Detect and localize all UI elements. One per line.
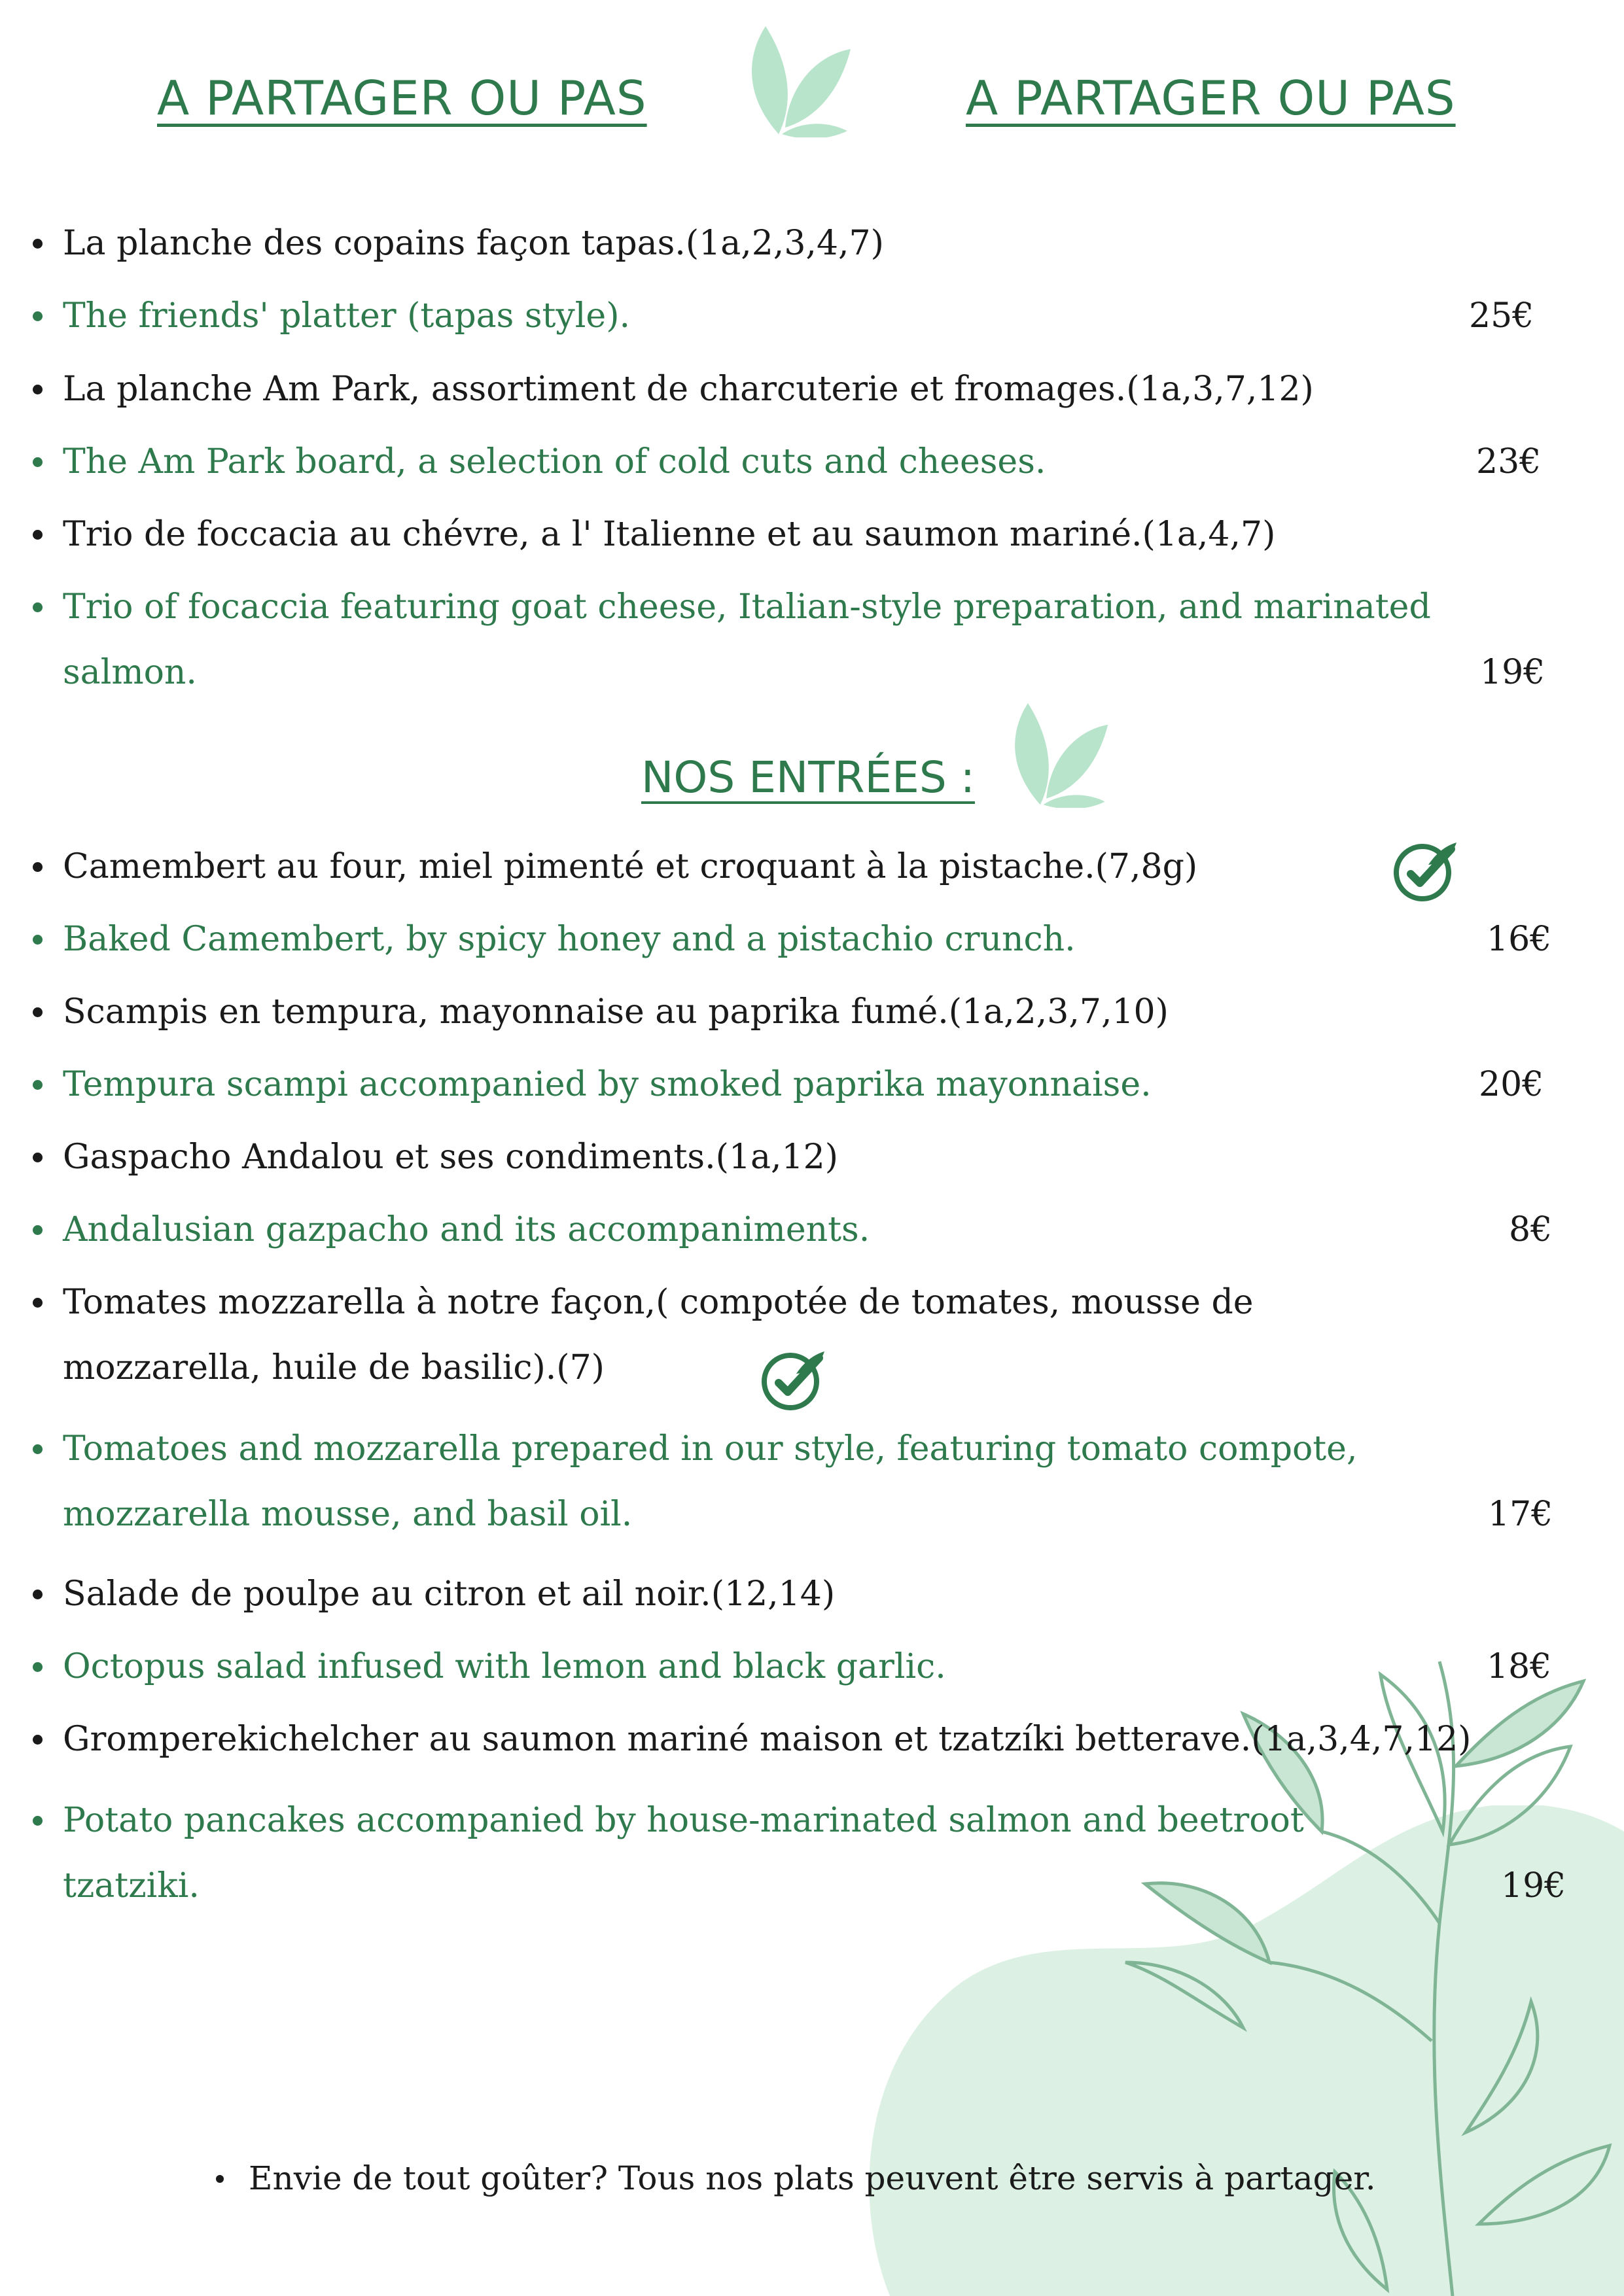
bullet-icon xyxy=(33,862,43,872)
bullet-icon xyxy=(33,457,43,467)
item-text-fr-continued: mozzarella, huile de basilic).(7) xyxy=(63,1348,605,1387)
item-text-en: Andalusian gazpacho and its accompaniments. xyxy=(63,1210,870,1249)
item-price: 19€ xyxy=(1501,1866,1566,1905)
footer-note-text: Envie de tout goûter? Tous nos plats peuvent être servis à partager. xyxy=(249,2159,1376,2197)
item-price: 16€ xyxy=(1487,920,1552,959)
item-text-fr: Gromperekichelcher au saumon mariné maison et tzatzíki betterave.(1a,3,4,7,12) xyxy=(63,1720,1472,1759)
item-text-en-continued: salmon. xyxy=(63,653,197,692)
bullet-icon xyxy=(33,1153,43,1162)
bullet-icon xyxy=(33,602,43,612)
item-text-fr: Salade de poulpe au citron et ail noir.(12,14) xyxy=(63,1574,836,1614)
leaf-icon xyxy=(1006,700,1111,808)
item-price: 17€ xyxy=(1488,1495,1553,1534)
item-price: 23€ xyxy=(1476,442,1542,481)
bullet-icon xyxy=(33,530,43,540)
leaf-icon xyxy=(743,23,854,137)
bullet-icon xyxy=(33,1080,43,1090)
bullet-icon xyxy=(33,1007,43,1017)
item-price: 18€ xyxy=(1487,1647,1552,1686)
item-text-fr: Scampis en tempura, mayonnaise au paprika fumé.(1a,2,3,7,10) xyxy=(63,992,1169,1032)
item-text-fr: Tomates mozzarella à notre façon,( compotée de tomates, mousse de xyxy=(63,1283,1254,1322)
item-text-fr: La planche Am Park, assortiment de charcuterie et fromages.(1a,3,7,12) xyxy=(63,370,1314,409)
item-text-en: Tempura scampi accompanied by smoked paprika mayonnaise. xyxy=(63,1065,1152,1104)
item-text-en: The Am Park board, a selection of cold cuts and cheeses. xyxy=(63,442,1046,481)
bullet-icon xyxy=(33,311,43,321)
item-text-fr: La planche des copains façon tapas.(1a,2,3,4,7) xyxy=(63,224,884,263)
bullet-icon xyxy=(33,239,43,249)
item-text-en: Octopus salad infused with lemon and black garlic. xyxy=(63,1647,946,1686)
item-text-en-continued: mozzarella mousse, and basil oil. xyxy=(63,1495,633,1534)
item-text-fr: Camembert au four, miel pimenté et croquant à la pistache.(7,8g) xyxy=(63,847,1198,886)
item-text-en: Potato pancakes accompanied by house-marinated salmon and beetroot xyxy=(63,1801,1304,1840)
item-text-en: Baked Camembert, by spicy honey and a pistachio crunch. xyxy=(63,920,1076,959)
bullet-icon xyxy=(33,385,43,394)
check-badge-icon xyxy=(760,1346,826,1412)
bullet-icon xyxy=(216,2175,224,2183)
entrees-title: NOS ENTRÉES : xyxy=(641,752,975,803)
item-text-en: Trio of focaccia featuring goat cheese, Italian-style preparation, and marinated xyxy=(63,587,1431,627)
item-price: 25€ xyxy=(1469,296,1534,336)
item-text-fr: Trio de foccacia au chévre, a l' Italienne et au saumon mariné.(1a,4,7) xyxy=(63,515,1276,554)
bullet-icon xyxy=(33,1225,43,1235)
item-text-fr: Gaspacho Andalou et ses condiments.(1a,12) xyxy=(63,1138,839,1177)
bullet-icon xyxy=(33,1444,43,1454)
bullet-icon xyxy=(33,1816,43,1826)
section-title-left: A PARTAGER OU PAS xyxy=(157,71,647,126)
check-badge-icon xyxy=(1392,837,1458,903)
bullet-icon xyxy=(33,1662,43,1672)
item-price: 20€ xyxy=(1479,1065,1544,1104)
bullet-icon xyxy=(33,935,43,945)
item-price: 8€ xyxy=(1509,1210,1553,1249)
bullet-icon xyxy=(33,1735,43,1745)
item-text-en: The friends' platter (tapas style). xyxy=(63,296,631,336)
bullet-icon xyxy=(33,1298,43,1308)
bullet-icon xyxy=(33,1590,43,1599)
item-text-en-continued: tzatziki. xyxy=(63,1866,200,1905)
section-title-right: A PARTAGER OU PAS xyxy=(966,71,1456,126)
item-price: 19€ xyxy=(1480,653,1545,692)
item-text-en: Tomatoes and mozzarella prepared in our style, featuring tomato compote, xyxy=(63,1429,1358,1469)
